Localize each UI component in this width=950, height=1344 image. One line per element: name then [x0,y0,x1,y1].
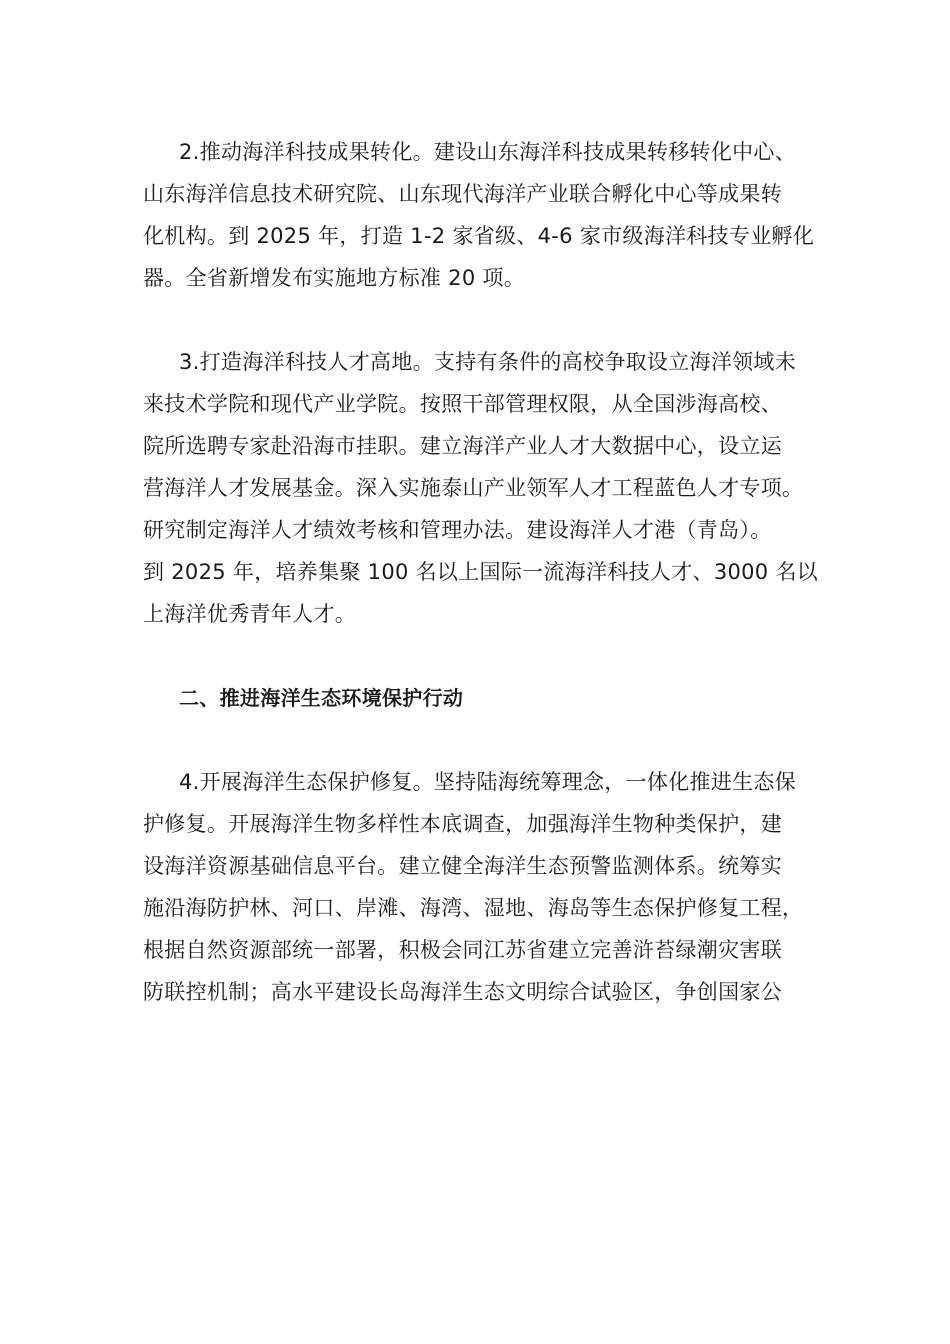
paragraph-line: 3.打造海洋科技人才高地。支持有条件的高校争取设立海洋领域未 [179,350,797,374]
paragraph-line: 4.开展海洋生态保护修复。坚持陆海统筹理念，一体化推进生态保 [179,770,797,794]
document-body [143,131,819,1013]
paragraph-spacer [143,299,811,341]
paragraph-line: 施沿海防护林、河口、岸滩、海湾、湿地、海岛等生态保护修复工程， [143,896,804,920]
paragraph-item-3 [143,341,819,635]
paragraph-spacer [143,635,811,677]
paragraph-line: 防联控机制；高水平建设长岛海洋生态文明综合试验区，争创国家公 [143,980,782,1004]
paragraph-line: 院所选聘专家赴沿海市挂职。建立海洋产业人才大数据中心，设立运 [143,434,782,458]
paragraph-line: 上海洋优秀青年人才。 [143,602,356,626]
paragraph-line: 研究制定海洋人才绩效考核和管理办法。建设海洋人才港（青岛）。 [143,518,772,542]
paragraph-line: 营海洋人才发展基金。深入实施泰山产业领军人才工程蓝色人才专项。 [143,476,804,500]
paragraph-item-4 [143,761,811,1013]
paragraph-line: 到 2025 年，培养集聚 100 名以上国际一流海洋科技人才、3000 名以 [143,560,819,584]
paragraph-line: 来技术学院和现代产业学院。按照干部管理权限，从全国涉海高校、 [143,392,782,416]
paragraph-line: 2.推动海洋科技成果转化。建设山东海洋科技成果转移转化中心、 [179,140,797,164]
paragraph-line: 山东海洋信息技术研究院、山东现代海洋产业联合孵化中心等成果转 [143,182,782,206]
paragraph-line: 化机构。到 2025 年，打造 1-2 家省级、4-6 家市级海洋科技专业孵化 [143,224,815,248]
paragraph-line: 护修复。开展海洋生物多样性本底调查，加强海洋生物种类保护，建 [143,812,782,836]
paragraph-line: 根据自然资源部统一部署，积极会同江苏省建立完善浒苔绿潮灾害联 [143,938,782,962]
section-heading: 二、推进海洋生态环境保护行动 [179,686,464,710]
paragraph-spacer [143,719,811,761]
paragraph-item-2 [143,131,815,299]
paragraph-line: 设海洋资源基础信息平台。建立健全海洋生态预警监测体系。统筹实 [143,854,782,878]
paragraph-line: 器。全省新增发布实施地方标准 20 项。 [143,266,526,290]
